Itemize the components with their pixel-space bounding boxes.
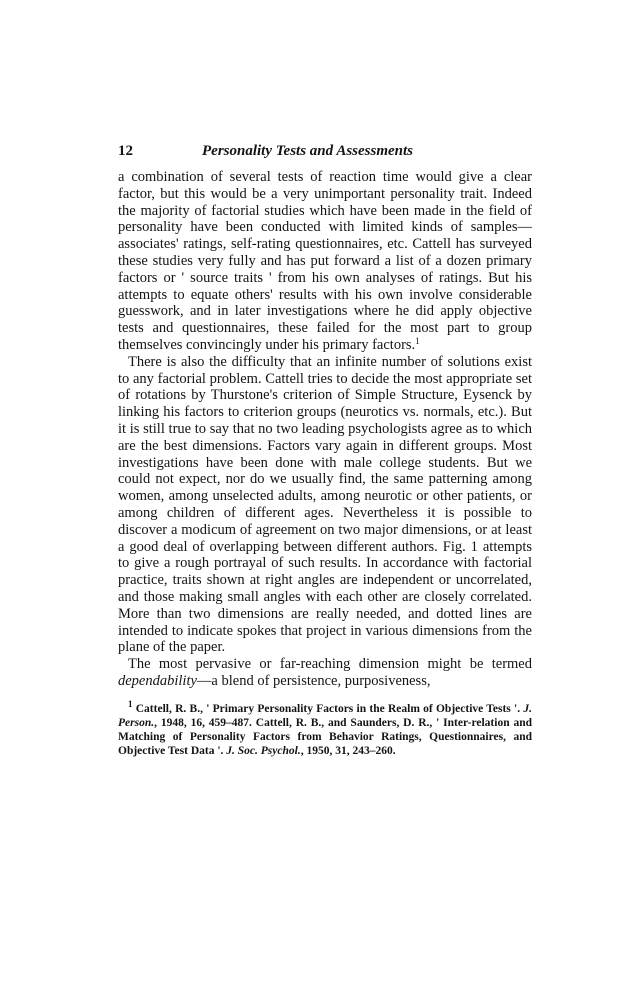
- emphasis-term: dependability: [118, 672, 197, 689]
- running-title: Personality Tests and Assessments: [202, 143, 414, 159]
- footnote-journal-2: J. Soc. Psychol.: [226, 745, 301, 758]
- footnote-journal-1: J. Person.: [118, 702, 532, 729]
- page-number: 12: [118, 143, 133, 159]
- paragraph-3: [118, 656, 532, 690]
- paragraph-3-text-after: —a blend of persistence, purposiveness,: [196, 672, 431, 689]
- paragraph-1-text: a combination of several tests of reaction time would give a clear factor, but this would be a very unimportant personality trait. Indeed the majority of factorial studies which have been made in the field of personality have been conducted with limited kinds of samples—associates' ratings, self-rating questionnaires, etc. Cattell has surveyed these studies very fully and has put forward a list of a dozen primary factors or ' source traits ' from his own analyses of ratings. But his attempts to equate others' results with his own involve considerable guesswork, and in later investigations where he did apply objective tests and questionnaires, these failed for the most part to group themselves convincingly under his primary factors.: [118, 169, 532, 353]
- footnote: [118, 698, 532, 759]
- body-text: [118, 169, 532, 690]
- footnote-ref: 1: [415, 335, 420, 346]
- book-page: [118, 140, 532, 759]
- footnote-part-2: , 1948, 16, 459–487. Cattell, R. B., and Saunders, D. R., ' Inter-relation and Matching of Personality Factors from Behavior Ratings, Questionnaires, and Objective Test Data '.: [118, 716, 532, 758]
- footnote-part-3: , 1950, 31, 243–260.: [300, 745, 396, 758]
- running-head: [118, 140, 532, 162]
- paragraph-3-text-before: The most pervasive or far-reaching dimension might be termed: [128, 656, 532, 673]
- paragraph-2: There is also the difficulty that an infinite number of solutions exist to any factorial problem. Cattell tries to decide the most appropriate set of rotations by Thurstone's criterion of Simple Structure, Eysenck by linking his factors to criterion groups (neurotics vs. normals, etc.). But it is still true to say that no two leading psychologists agree as to which are the best dimensions. Factors vary again in different groups. Most investigations have been done with male college students. But we could not expect, nor do we usually find, the same patterning among women, among unselected adults, among neurotic or other patients, or among children of different ages. Nevertheless it is possible to discover a modicum of agreement on two major dimensions, or at least a good deal of overlapping between different authors. Fig. 1 attempts to give a rough portrayal of such results. In accordance with factorial practice, traits shown at right angles are independent or uncorrelated, and those making small angles with each other are closely correlated. More than two dimensions are really needed, and dotted lines are intended to indicate spokes that project in various dimensions from the plane of the paper.: [118, 353, 532, 656]
- footnote-part-1: Cattell, R. B., ' Primary Personality Factors in the Realm of Objective Tests '.: [132, 702, 524, 715]
- footnote-marker: 1: [128, 698, 133, 709]
- paragraph-1: [118, 169, 532, 354]
